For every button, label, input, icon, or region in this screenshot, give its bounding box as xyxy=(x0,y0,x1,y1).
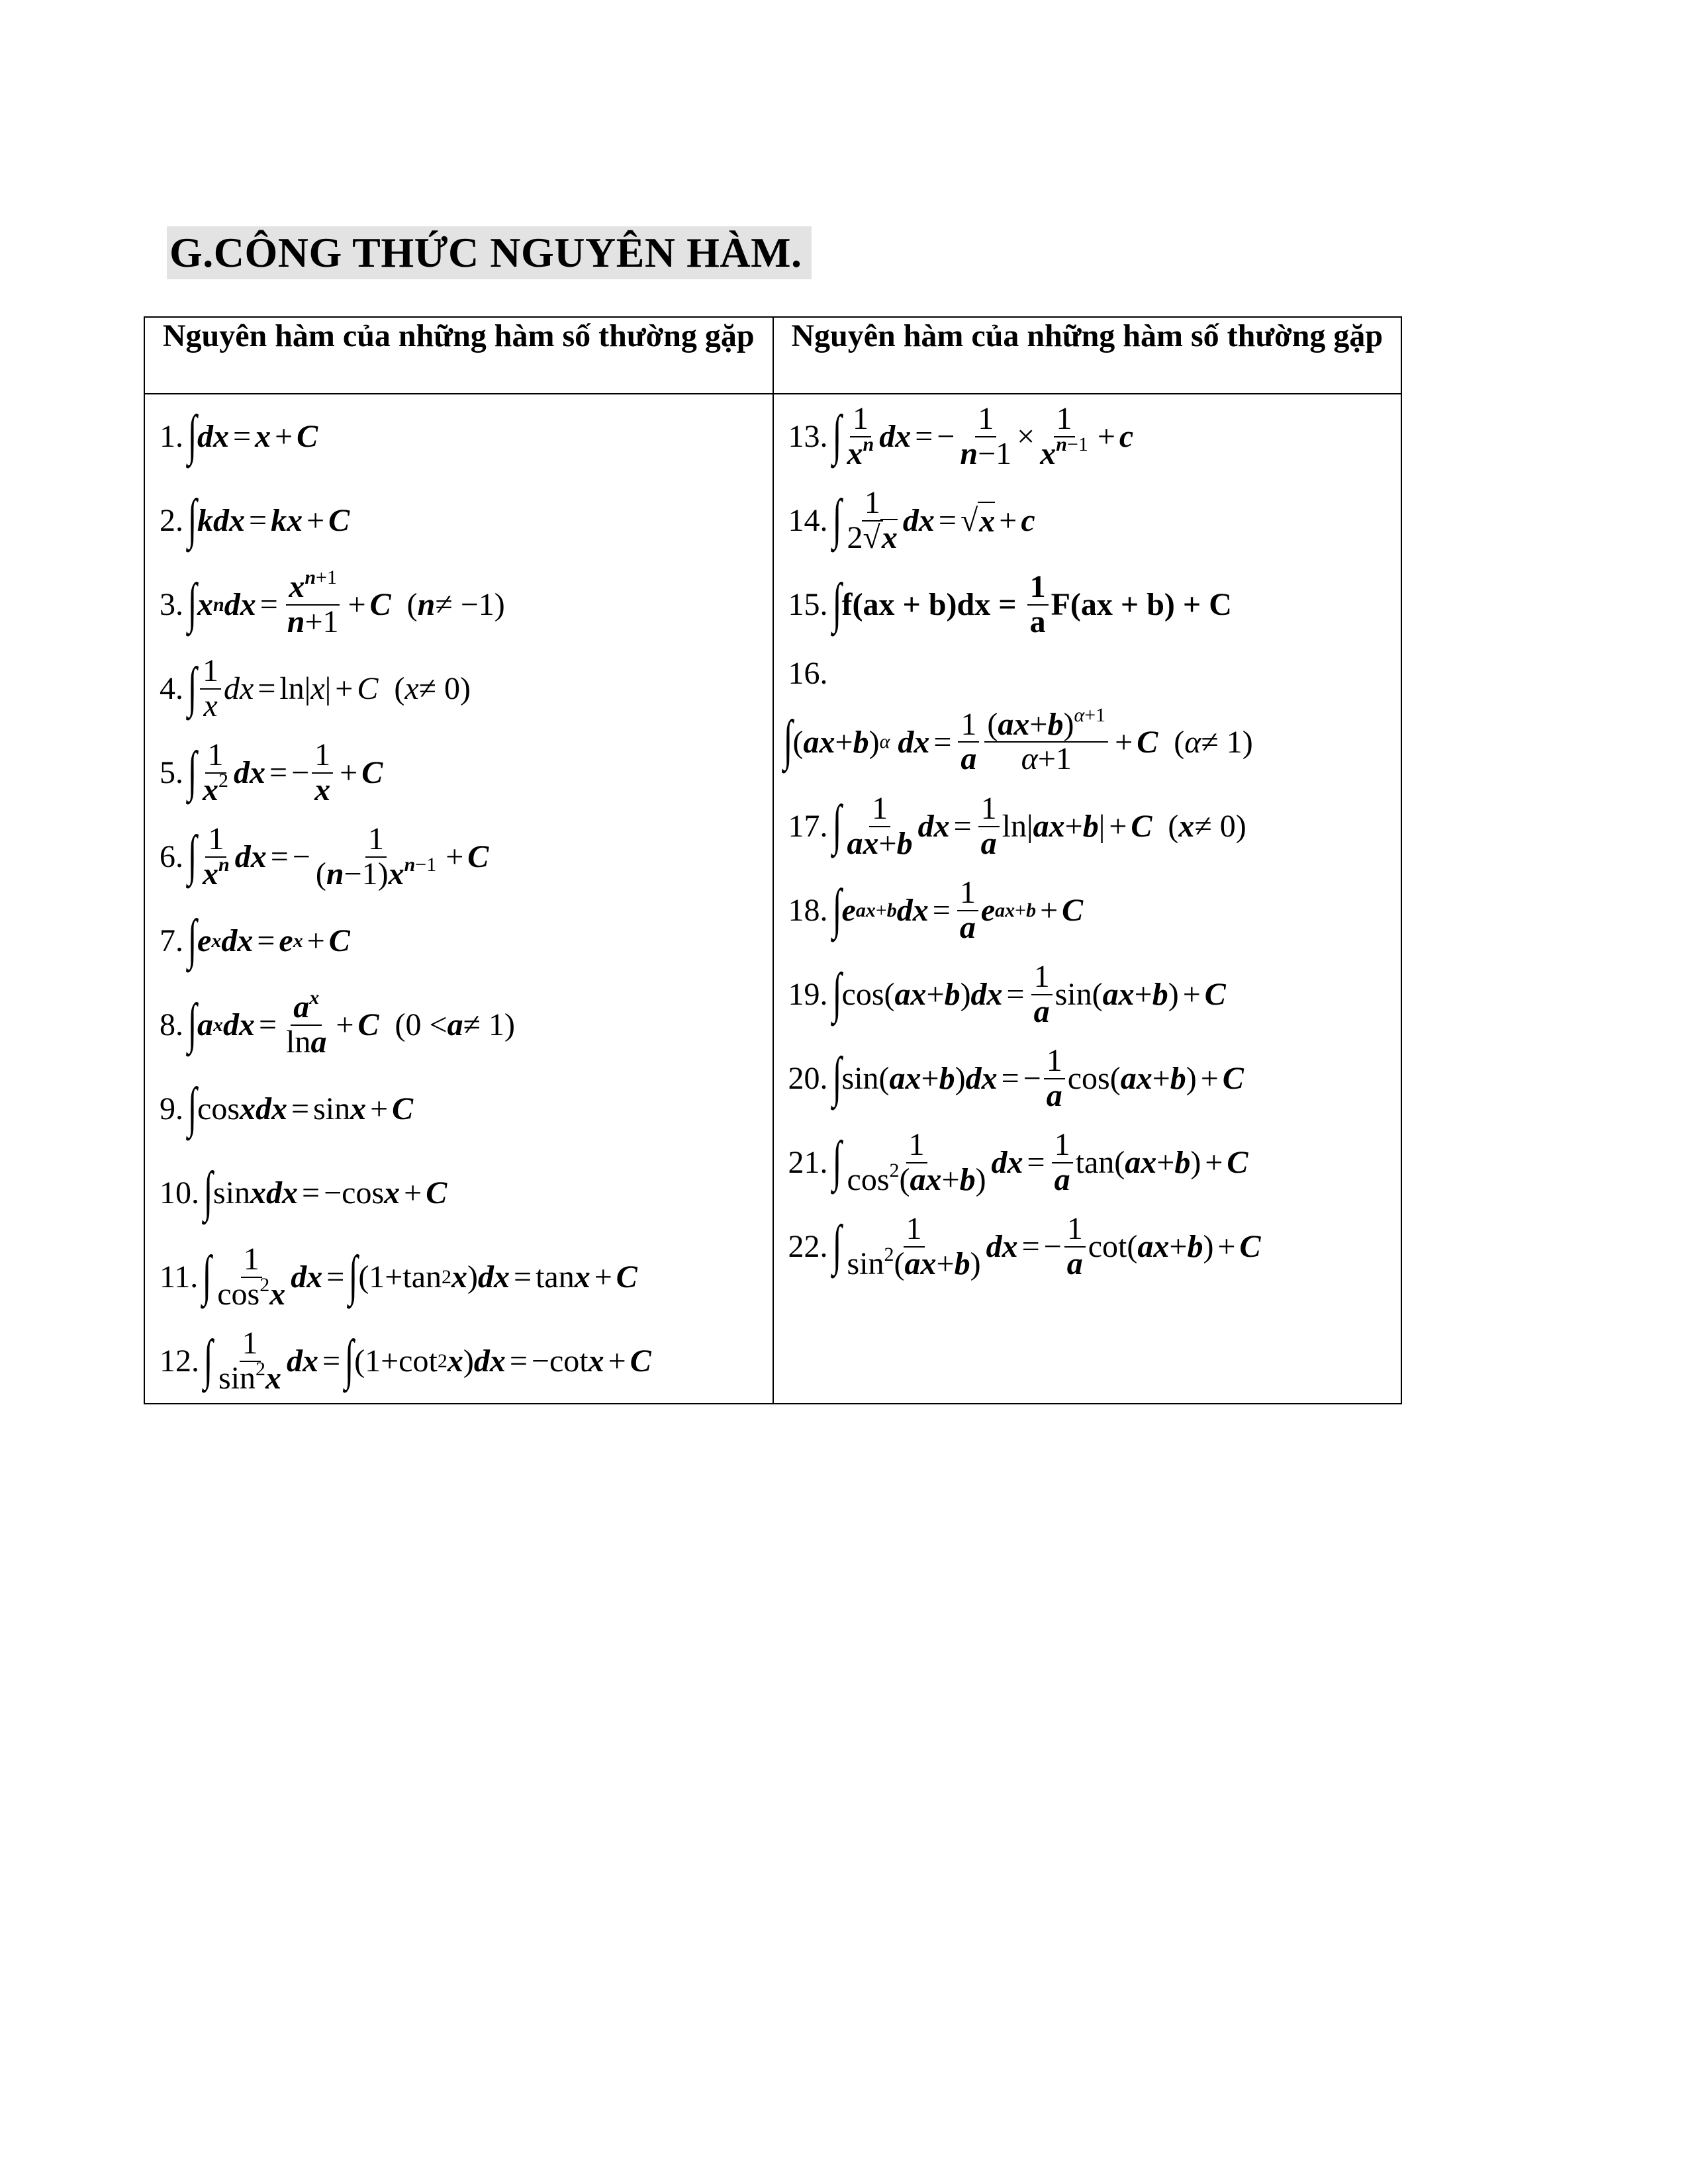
formula-20: 20. ∫ sin( ax + b ) dx = − $\frac{1}{a}$ cos( ax + b ) + C xyxy=(788,1043,1244,1113)
formula-9: 9. ∫ cos xdx = sin x + C xyxy=(160,1076,414,1138)
formula-16: ∫ ( ax + b ) α dx = $\frac{1}{a}$ $(ax+b)^{\alpha+1}$ α+1 + C ( α ≠ 1) xyxy=(783,704,1253,776)
formula-5: 5. ∫ 1 $x^2$ dx = − $\frac{1}{x}$ + C xyxy=(160,737,383,807)
formula-15: 15. ∫ f(ax + b)dx = $\frac{1}{a}$ F(ax + b) + C xyxy=(788,569,1232,639)
formula-12: 12. ∫ 1 $\sin^2x$ dx = ∫ (1+cot 2 x ) dx = −cot x + C xyxy=(160,1326,651,1396)
formula-8: 8. ∫ a x dx = $\frac{a^x}{\ln a}$ + C (0 < a ≠ 1) xyxy=(160,987,515,1060)
page-title: G.CÔNG THỨC NGUYÊN HÀM. xyxy=(167,226,812,279)
left-column-header: Nguyên hàm của những hàm số thường gặp xyxy=(144,317,773,394)
right-column-header: Nguyên hàm của những hàm số thường gặp xyxy=(773,317,1402,394)
formula-2: 2. ∫ kdx = kx + C xyxy=(160,488,350,550)
left-formula-column xyxy=(144,394,773,1404)
formula-11: 11. ∫ 1 $\cos^2x$ dx = ∫ (1+tan 2 x ) dx = tan x + C xyxy=(160,1242,637,1312)
formula-16-number: 16. xyxy=(788,655,828,691)
formula-13: 13. ∫ 1 $x^n$ dx = − $\frac{1}{n-1}$ × 1 $x^{n-1}$ + c xyxy=(788,401,1134,471)
formula-21: 21. ∫ 1 $\cos^2(ax+b)$ dx = $\frac{1}{a}$ tan( ax + b ) + C xyxy=(788,1127,1248,1197)
formula-4: 4. ∫ 1 x dx = ln| x | + C ( x ≠ 0) xyxy=(160,653,471,723)
formula-7: 7. ∫ e x dx = e x + C xyxy=(160,908,350,970)
formula-10: 10. ∫ sin xdx = −cos x + C xyxy=(160,1160,447,1222)
formula-22: 22. ∫ 1 $\sin^2(ax+b)$ dx = − $\frac{1}{a}$ cot( ax + b ) + C xyxy=(788,1211,1261,1281)
formula-1: 1. ∫ dx = x + C xyxy=(160,404,318,466)
right-formula-column xyxy=(773,394,1402,1404)
formula-18: 18. ∫ e ax+b dx = $\frac{1}{a}$ e ax+b + C xyxy=(788,875,1084,945)
formula-17: 17. ∫ 1 ax+b dx = $\frac{1}{a}$ ln| ax + b | + C ( x ≠ 0) xyxy=(788,791,1246,861)
formula-6: 6. ∫ 1 $x^n$ dx = − $\frac{1}{(n-1)x^{n-1}}$ + C xyxy=(160,821,489,891)
formula-14: 14. ∫ 1 2√x dx = √ x + c xyxy=(788,485,1035,555)
formula-3: 3. ∫ x n dx = $\frac{x^{n+1}}{n+1}$ + C ( n ≠ −1) xyxy=(160,567,505,639)
formula-table xyxy=(144,316,1402,1404)
formula-19: 19. ∫ cos( ax + b ) dx = $\frac{1}{a}$ sin( ax + b ) + C xyxy=(788,959,1226,1029)
